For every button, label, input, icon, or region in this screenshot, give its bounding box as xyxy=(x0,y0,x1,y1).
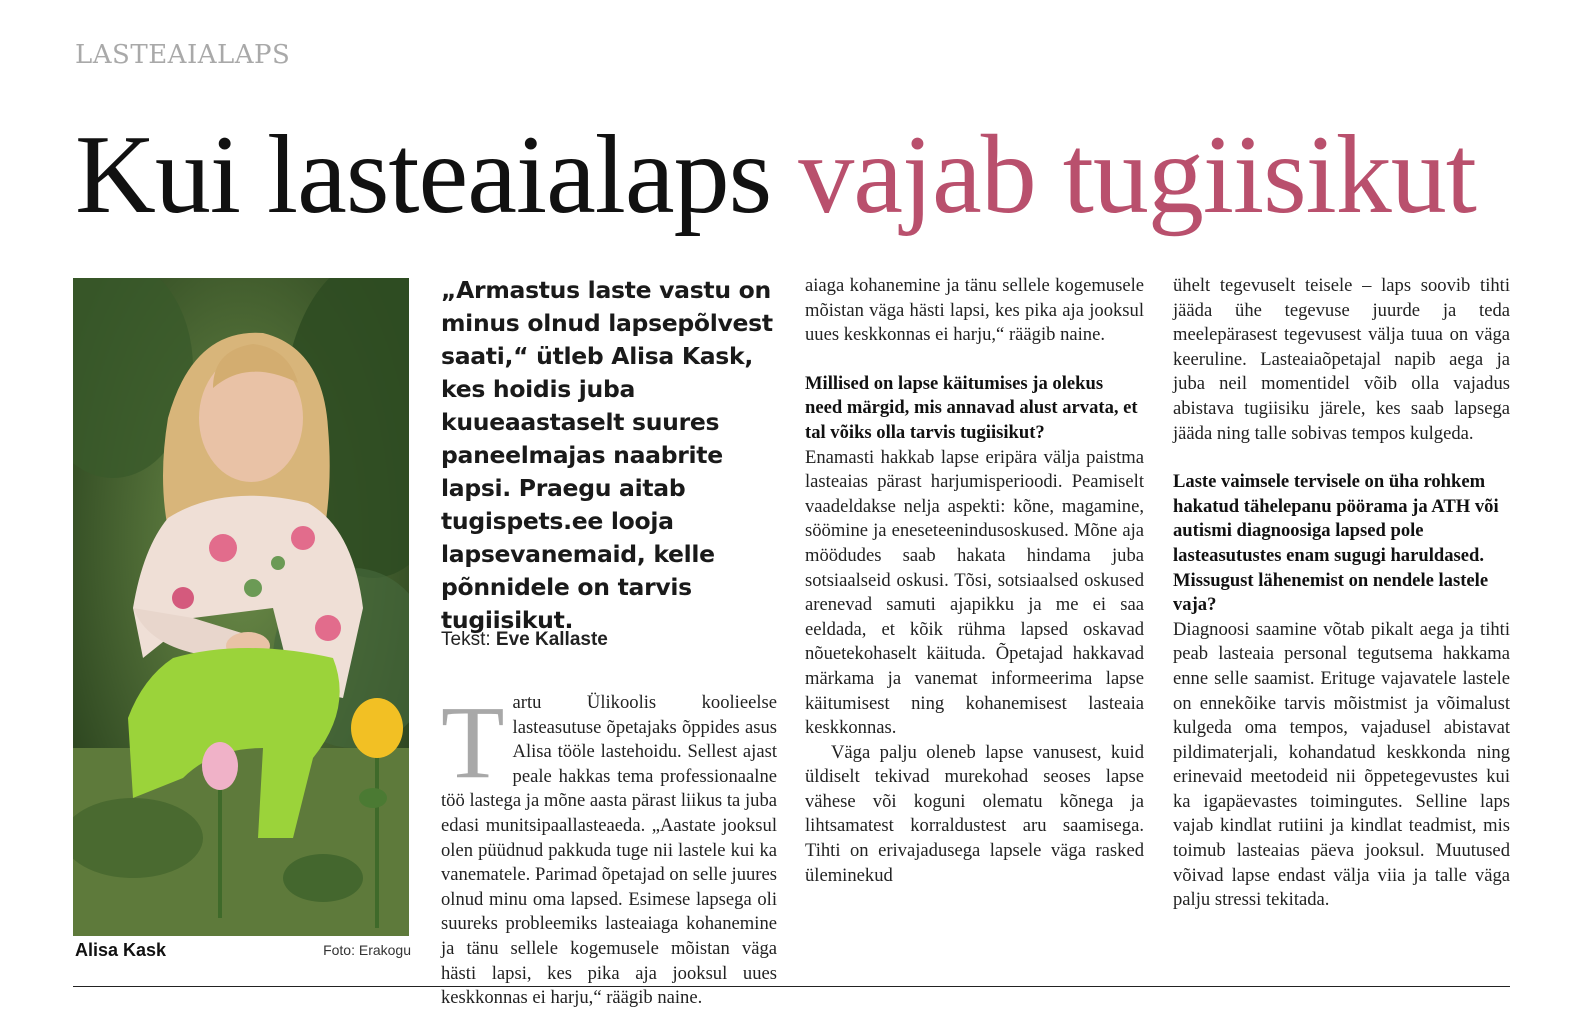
headline xyxy=(75,105,1476,245)
section-kicker: LASTEAIALAPS xyxy=(75,40,291,70)
column-3-paragraph-2: Diagnoosi saamine võtab pikalt aega ja tihti peab lasteaia personal tegutsema hakkama enne selle saamist. Erituge vajavatele lastele on ennekõike tarvis mõistmist ja võimalust kulgeda oma tempos, vajadusel abistavat pildimaterjali, kohandatud keskkonda ning erinevaid meetodeid nii õppetegevustes kui ka igapäevastes toimingutes. Selline laps vajab kindlat rutiini ja kindlat teadmist, mis toimub lasteaias päeva jooksul. Muutused võivad lapse endast välja viia ja talle väga palju stressi tekitada. xyxy=(1173,618,1510,911)
headline-part-1: Kui lasteaialaps xyxy=(75,113,772,237)
lead-paragraph: „Armastus laste vastu on minus olnud lapsepõlvest saati,“ ütleb Alisa Kask, kes hoidis juba kuueaastaselt suures paneelmajas naabrite lapsi. Praegu aitab tugispets.ee looja lapsevanemaid, kelle põnnidele on tarvis tugiisikut. xyxy=(441,276,773,634)
article-column-2 xyxy=(805,274,1144,888)
question-2: Laste vaimsele tervisele on üha rohkem hakatud tähelepanu pöörama ja ATH või autismi diagnoosiga lapsed pole lasteasutustes enam sugugi haruldased. Missugust lähenemist on nendele lastele vaja? xyxy=(1173,471,1499,616)
photo-caption-name: Alisa Kask xyxy=(75,940,167,960)
question-1: Millised on lapse käitumises ja olekus need märgid, mis annavad alust arvata, et tal võiks olla tarvis tugiisikut? xyxy=(805,372,1138,443)
column-2-paragraph-3: Väga palju oleneb lapse vanusest, kuid üldiselt tekivad murekohad seoses lapse vähese või koguni olematu kõnega ja lihtsamatest korraldustest aru saamisega. Tihti on erivajadusega lapsele väga rasked üleminekud xyxy=(805,741,1144,886)
column-2-paragraph-1: aiaga kohanemine ja tänu sellele kogemusele mõistan väga hästi lapsi, kes pika aja jooksul uues keskkonnas ei harju,“ räägib naine. xyxy=(805,275,1144,346)
byline-label: Tekst: xyxy=(441,629,491,650)
article-column-3 xyxy=(1173,274,1510,913)
column-3-paragraph-1: ühelt tegevuselt teisele – laps soovib tihti jääda ühe tegevuse juurde ja teda meelepärasest tegevusest välja tuua on väga keeruline. Lasteaiaõpetajal napib aega ja juba neil momentidel võib olla vajadus abistava tugiisiku järele, kes saab lapsega jääda ning talle sobivas tempos kulgeda. xyxy=(1173,275,1510,444)
drop-cap: T xyxy=(441,685,505,800)
column-2-paragraph-2: Enamasti hakkab lapse eripära välja paistma lasteaias pärast harjumisperioodi. Peamiselt vaadeldakse nelja aspekti: kõne, magamine, söömine ja eneseteenindusoskused. Mõne aja möödudes saab hakata hindama juba sotsiaalseid oskusi. Tõsi, sotsiaalsed oskused arenevad samuti ajapikku ja me ei saa eeldada, et kõik rühma lapsed oskavad nõuetekohaselt käituda. Õpetajad hakkavad märkama ja vanemat informeerima lapse käitumisest ning kohanemisest lasteaia keskkonnas. xyxy=(805,446,1144,739)
portrait-illustration xyxy=(73,278,409,936)
column-1-text: artu Ülikoolis koolieelse lasteasutuse õpetajaks õppides asus Alisa tööle lastehoidu. Sellest ajast peale hakkas tema professionaalne töö lastega ja mõne aasta pärast liikus ta juba edasi munitsipaallasteaeda. „Aastate jooksul olen püüdnud pakkuda tuge nii lastele kui ka vanematele. Parimad õpetajad on selle juures olnud minu oma lapsed. Esimese lapsega oli suureks probleemiks lasteaiaga kohanemine ja tänu sellele kogemusele mõistan väga hästi lapsi, kes pika aja jooksul uues keskkonnas ei harju,“ räägib naine. xyxy=(441,692,777,1009)
byline-author: Eve Kallaste xyxy=(495,629,608,650)
column-1-paragraph xyxy=(441,685,777,1011)
portrait-photo xyxy=(73,278,409,936)
article-column-1 xyxy=(441,685,777,1011)
bottom-rule xyxy=(73,986,1510,987)
byline xyxy=(441,629,608,651)
photo-credit: Foto: Erakogu xyxy=(323,942,411,958)
headline-part-2: vajab tugiisikut xyxy=(798,113,1476,237)
